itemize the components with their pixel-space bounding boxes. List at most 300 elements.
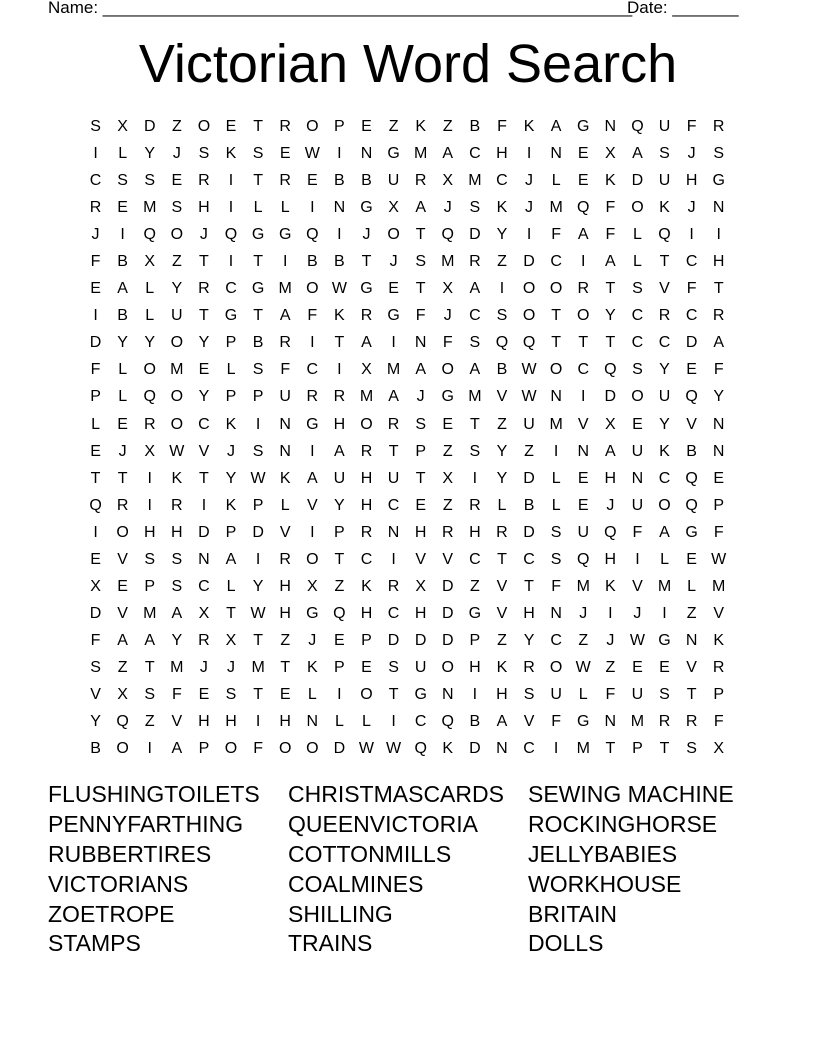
grid-letter: O — [658, 496, 671, 514]
grid-letter: T — [659, 740, 670, 758]
grid-letter: X — [144, 253, 156, 271]
grid-letter: A — [306, 469, 318, 487]
grid-letter: F — [253, 740, 263, 758]
grid-letter: E — [90, 550, 101, 568]
grid-letter: O — [441, 658, 454, 676]
grid-letter: Z — [686, 604, 697, 622]
grid-letter: D — [523, 469, 535, 487]
grid-letter: Z — [497, 253, 507, 271]
grid-letter: F — [632, 523, 643, 541]
grid-letter: Z — [605, 658, 616, 676]
grid-letter: Z — [497, 631, 507, 649]
grid-letter: J — [443, 199, 452, 217]
grid-letter: T — [361, 253, 372, 271]
grid-letter: F — [551, 226, 562, 244]
grid-letter: T — [253, 307, 263, 325]
grid-letter: R — [387, 577, 400, 595]
grid-letter: O — [631, 388, 644, 406]
grid-letter: M — [359, 388, 374, 406]
grid-letter: K — [415, 118, 426, 135]
grid-letter: S — [469, 442, 481, 460]
grid-letter: S — [252, 145, 264, 163]
grid-letter: L — [632, 253, 642, 271]
grid-letter: C — [469, 307, 481, 325]
grid-letter: X — [117, 118, 128, 135]
grid-letter: Y — [198, 334, 210, 352]
grid-letter: A — [496, 713, 508, 731]
grid-letter: D — [469, 740, 481, 758]
grid-letter: U — [333, 469, 346, 487]
grid-letter: L — [334, 713, 344, 731]
grid-letter: Q — [306, 226, 319, 244]
grid-letter: P — [144, 577, 156, 595]
grid-letter: U — [658, 118, 671, 135]
grid-letter: C — [631, 307, 644, 325]
grid-letter: W — [250, 469, 266, 487]
grid-letter: M — [441, 253, 455, 271]
grid-letter: D — [252, 523, 264, 541]
grid-letter: G — [251, 280, 265, 298]
grid-letter: R — [171, 496, 183, 514]
grid-letter: F — [442, 334, 453, 352]
grid-letter: E — [306, 172, 318, 190]
grid-letter: C — [685, 253, 698, 271]
grid-letter: Z — [144, 713, 155, 731]
grid-letter: V — [577, 415, 589, 433]
grid-letter: R — [712, 118, 725, 135]
grid-letter: T — [551, 307, 562, 325]
grid-letter: H — [414, 604, 427, 622]
grid-letter: A — [632, 145, 643, 163]
grid-letter: C — [198, 415, 210, 433]
grid-letter: M — [630, 713, 645, 731]
grid-letter: Z — [578, 631, 589, 649]
grid-letter: E — [632, 658, 643, 676]
grid-letter: Q — [116, 713, 129, 731]
grid-letter: T — [199, 469, 209, 487]
grid-letter: S — [225, 685, 237, 703]
grid-letter: Q — [658, 226, 671, 244]
grid-letter: X — [117, 685, 128, 703]
grid-letter: M — [143, 604, 157, 622]
grid-letter: I — [310, 523, 315, 541]
grid-letter: O — [170, 334, 184, 352]
word-list-item: FLUSHINGTOILETS — [48, 781, 260, 807]
grid-letter: F — [605, 685, 616, 703]
grid-letter: W — [711, 550, 727, 568]
grid-letter: L — [362, 713, 371, 731]
grid-letter: O — [116, 740, 129, 758]
grid-letter: U — [658, 172, 671, 190]
grid-letter: X — [144, 442, 156, 460]
grid-letter: L — [551, 172, 561, 190]
grid-letter: Z — [171, 118, 182, 135]
grid-letter: U — [279, 388, 291, 406]
grid-letter: S — [117, 172, 128, 190]
grid-letter: S — [171, 199, 183, 217]
grid-letter: Z — [469, 577, 480, 595]
grid-letter: G — [658, 631, 671, 649]
grid-letter: F — [686, 280, 697, 298]
grid-letter: S — [415, 415, 426, 433]
grid-letter: T — [415, 280, 426, 298]
grid-letter: P — [415, 442, 426, 460]
word-list-item: BRITAIN — [528, 900, 618, 927]
grid-letter: P — [713, 496, 725, 514]
grid-letter: C — [523, 740, 535, 758]
word-list-item: ZOETROPE — [48, 900, 175, 927]
grid-letter: Y — [713, 388, 725, 406]
grid-letter: B — [117, 307, 128, 325]
grid-letter: Q — [441, 226, 454, 244]
word-list-item: SHILLING — [288, 900, 393, 927]
grid-letter: T — [605, 280, 616, 298]
grid-letter: H — [414, 523, 427, 541]
grid-letter: S — [171, 577, 183, 595]
grid-letter: K — [279, 469, 291, 487]
grid-letter: F — [605, 226, 616, 244]
grid-letter: O — [549, 658, 563, 676]
grid-letter: L — [145, 307, 155, 325]
grid-letter: I — [337, 685, 342, 703]
grid-letter: L — [660, 550, 669, 568]
grid-letter: J — [308, 631, 317, 649]
grid-letter: P — [198, 740, 210, 758]
grid-letter: I — [310, 334, 315, 352]
grid-letter: Q — [631, 118, 644, 135]
grid-letter: T — [686, 685, 697, 703]
grid-letter: S — [469, 199, 481, 217]
grid-letter: P — [713, 685, 725, 703]
grid-letter: U — [414, 658, 427, 676]
grid-letter: I — [201, 496, 207, 514]
grid-letter: K — [713, 631, 725, 649]
grid-letter: I — [391, 550, 396, 568]
grid-letter: J — [687, 145, 696, 163]
grid-letter: I — [228, 199, 234, 217]
grid-letter: Q — [333, 604, 346, 622]
grid-letter: I — [553, 740, 559, 758]
grid-letter: I — [337, 361, 342, 379]
grid-letter: C — [414, 713, 427, 731]
grid-letter: M — [657, 577, 672, 595]
grid-letter: J — [525, 172, 534, 190]
grid-letter: C — [631, 334, 644, 352]
grid-letter: Y — [225, 469, 237, 487]
grid-letter: S — [550, 550, 562, 568]
grid-letter: L — [551, 469, 561, 487]
grid-letter: R — [333, 388, 346, 406]
grid-letter: U — [171, 307, 183, 325]
grid-letter: S — [198, 145, 210, 163]
grid-letter: I — [147, 496, 152, 514]
grid-letter: N — [604, 118, 617, 135]
grid-letter: N — [550, 388, 562, 406]
grid-letter: K — [171, 469, 183, 487]
grid-letter: E — [117, 415, 128, 433]
grid-letter: T — [199, 307, 209, 325]
grid-letter: G — [224, 307, 238, 325]
grid-letter: C — [658, 469, 671, 487]
grid-letter: M — [468, 388, 482, 406]
grid-letter: Y — [90, 713, 101, 731]
grid-letter: L — [91, 415, 100, 433]
grid-letter: T — [117, 469, 128, 487]
grid-letter: O — [116, 523, 129, 541]
grid-letter: N — [198, 550, 210, 568]
grid-letter: R — [496, 523, 508, 541]
grid-letter: H — [712, 253, 725, 271]
grid-letter: D — [469, 226, 481, 244]
grid-letter: M — [170, 361, 184, 379]
grid-letter: I — [255, 713, 261, 731]
grid-letter: Q — [685, 388, 698, 406]
grid-letter: Q — [495, 334, 509, 352]
grid-letter: Y — [144, 334, 156, 352]
word-list-item: COTTONMILLS — [288, 840, 452, 867]
grid-letter: N — [631, 469, 644, 487]
grid-letter: A — [415, 361, 426, 379]
grid-letter: A — [361, 334, 372, 352]
grid-letter: S — [90, 658, 101, 676]
word-list-item: VICTORIANS — [48, 870, 189, 897]
grid-letter: I — [499, 280, 505, 298]
grid-letter: Q — [143, 388, 156, 406]
grid-letter: F — [90, 361, 101, 379]
grid-letter: E — [279, 685, 291, 703]
grid-letter: D — [685, 334, 698, 352]
grid-letter: N — [306, 713, 319, 731]
grid-letter: P — [225, 334, 237, 352]
grid-letter: R — [360, 307, 373, 325]
grid-letter: B — [117, 253, 128, 271]
grid-letter: A — [171, 604, 183, 622]
grid-letter: L — [551, 496, 561, 514]
grid-letter: T — [659, 253, 670, 271]
grid-letter: T — [253, 685, 263, 703]
grid-letter: E — [198, 361, 210, 379]
grid-letter: A — [388, 388, 399, 406]
word-list-item: STAMPS — [48, 930, 141, 957]
grid-letter: C — [550, 253, 562, 271]
grid-letter: S — [144, 685, 156, 703]
grid-letter: F — [605, 199, 616, 217]
grid-letter: E — [334, 631, 345, 649]
grid-letter: Y — [171, 280, 183, 298]
grid-letter: S — [144, 550, 156, 568]
grid-letter: T — [253, 631, 263, 649]
grid-letter: K — [361, 577, 372, 595]
grid-letter: P — [225, 388, 237, 406]
grid-letter: D — [89, 604, 102, 622]
grid-letter: W — [521, 361, 537, 379]
grid-letter: F — [713, 523, 724, 541]
grid-letter: K — [442, 740, 454, 758]
grid-letter: A — [144, 631, 156, 649]
grid-letter: C — [225, 280, 237, 298]
grid-letter: R — [279, 334, 291, 352]
grid-letter: E — [577, 496, 589, 514]
grid-letter: A — [550, 118, 562, 135]
grid-letter: Y — [496, 442, 508, 460]
grid-letter: T — [497, 550, 507, 568]
grid-letter: F — [280, 361, 291, 379]
grid-letter: P — [334, 118, 345, 135]
grid-letter: N — [496, 740, 508, 758]
grid-letter: J — [443, 307, 452, 325]
grid-letter: D — [414, 631, 427, 649]
grid-letter: W — [521, 388, 537, 406]
grid-letter: J — [91, 226, 100, 244]
grid-letter: T — [388, 685, 399, 703]
word-list-item: SEWING MACHINE — [528, 781, 734, 807]
grid-letter: C — [89, 172, 102, 190]
grid-letter: Q — [577, 199, 590, 217]
grid-letter: X — [415, 577, 426, 595]
grid-letter: D — [333, 740, 346, 758]
grid-letter: Z — [388, 118, 399, 135]
grid-letter: J — [227, 442, 236, 460]
grid-letter: O — [170, 226, 184, 244]
grid-letter: S — [686, 740, 697, 758]
grid-letter: S — [90, 118, 101, 135]
grid-letter: I — [716, 226, 721, 244]
grid-letter: M — [468, 172, 482, 190]
grid-letter: P — [334, 523, 345, 541]
grid-letter: C — [306, 361, 319, 379]
grid-letter: X — [713, 740, 725, 758]
grid-letter: H — [360, 496, 373, 514]
grid-letter: O — [577, 307, 590, 325]
grid-letter: D — [441, 604, 454, 622]
grid-letter: G — [685, 523, 698, 541]
grid-letter: E — [686, 361, 697, 379]
grid-letter: F — [551, 713, 562, 731]
grid-letter: B — [334, 253, 345, 271]
grid-letter: H — [333, 415, 346, 433]
grid-letter: P — [90, 388, 101, 406]
grid-letter: M — [386, 361, 401, 379]
letter-grid — [82, 113, 732, 762]
grid-letter: X — [442, 172, 454, 190]
grid-letter: F — [686, 118, 697, 135]
grid-letter: I — [255, 550, 261, 568]
grid-letter: E — [577, 172, 589, 190]
grid-letter: Z — [280, 631, 291, 649]
grid-letter: D — [89, 334, 102, 352]
grid-letter: N — [550, 145, 562, 163]
grid-letter: X — [90, 577, 101, 595]
grid-letter: F — [307, 307, 318, 325]
grid-letter: A — [604, 253, 616, 271]
grid-letter: H — [360, 469, 373, 487]
grid-letter: R — [658, 713, 671, 731]
grid-letter: A — [117, 280, 128, 298]
grid-letter: T — [605, 334, 616, 352]
grid-letter: A — [117, 631, 128, 649]
grid-letter: L — [307, 685, 317, 703]
grid-letter: A — [659, 523, 670, 541]
grid-letter: V — [686, 415, 697, 433]
grid-letter: R — [279, 118, 291, 135]
grid-letter: N — [712, 442, 725, 460]
grid-letter: Q — [685, 469, 698, 487]
word-list-item: TRAINS — [288, 930, 373, 957]
grid-letter: O — [522, 307, 536, 325]
grid-letter: G — [387, 307, 400, 325]
grid-letter: M — [549, 415, 563, 433]
grid-letter: Z — [442, 118, 453, 135]
grid-letter: Q — [441, 713, 454, 731]
grid-letter: L — [118, 388, 128, 406]
grid-letter: Y — [252, 577, 264, 595]
grid-letter: Q — [414, 740, 427, 758]
grid-letter: V — [496, 577, 508, 595]
grid-letter: R — [198, 280, 210, 298]
grid-letter: T — [144, 658, 155, 676]
grid-letter: Q — [577, 550, 590, 568]
grid-letter: I — [228, 172, 234, 190]
grid-letter: C — [469, 145, 481, 163]
grid-letter: H — [685, 172, 698, 190]
grid-letter: K — [523, 118, 535, 135]
grid-letter: J — [633, 604, 642, 622]
grid-letter: T — [90, 469, 101, 487]
word-list-item: ROCKINGHORSE — [528, 810, 718, 837]
grid-letter: C — [387, 604, 400, 622]
grid-letter: B — [306, 253, 318, 271]
grid-letter: O — [631, 199, 644, 217]
grid-letter: K — [496, 199, 508, 217]
grid-letter: V — [279, 523, 291, 541]
grid-letter: D — [523, 253, 535, 271]
grid-letter: J — [118, 442, 127, 460]
grid-letter: X — [604, 145, 616, 163]
grid-letter: J — [579, 604, 588, 622]
grid-letter: E — [361, 658, 372, 676]
grid-letter: Q — [89, 496, 102, 514]
grid-letter: W — [629, 631, 645, 649]
grid-letter: L — [118, 145, 128, 163]
grid-letter: C — [469, 550, 481, 568]
grid-letter: H — [225, 713, 237, 731]
grid-letter: E — [577, 145, 589, 163]
grid-letter: R — [387, 415, 400, 433]
grid-letter: Z — [442, 496, 453, 514]
grid-letter: X — [442, 469, 454, 487]
grid-letter: E — [171, 172, 183, 190]
grid-letter: C — [550, 631, 562, 649]
grid-letter: R — [143, 415, 156, 433]
word-list-item: QUEENVICTORIA — [288, 810, 478, 837]
grid-letter: I — [689, 226, 694, 244]
grid-letter: U — [387, 469, 400, 487]
grid-letter: E — [577, 469, 589, 487]
grid-letter: O — [278, 740, 292, 758]
grid-letter: J — [416, 388, 425, 406]
grid-letter: K — [659, 199, 670, 217]
grid-letter: S — [144, 172, 156, 190]
grid-letter: R — [198, 172, 210, 190]
grid-letter: U — [631, 496, 644, 514]
grid-letter: L — [226, 577, 236, 595]
grid-letter: N — [550, 604, 562, 622]
grid-letter: O — [170, 388, 184, 406]
grid-letter: B — [252, 334, 264, 352]
word-list-item: JELLYBABIES — [528, 840, 678, 867]
grid-letter: I — [337, 226, 342, 244]
grid-letter: G — [306, 415, 319, 433]
